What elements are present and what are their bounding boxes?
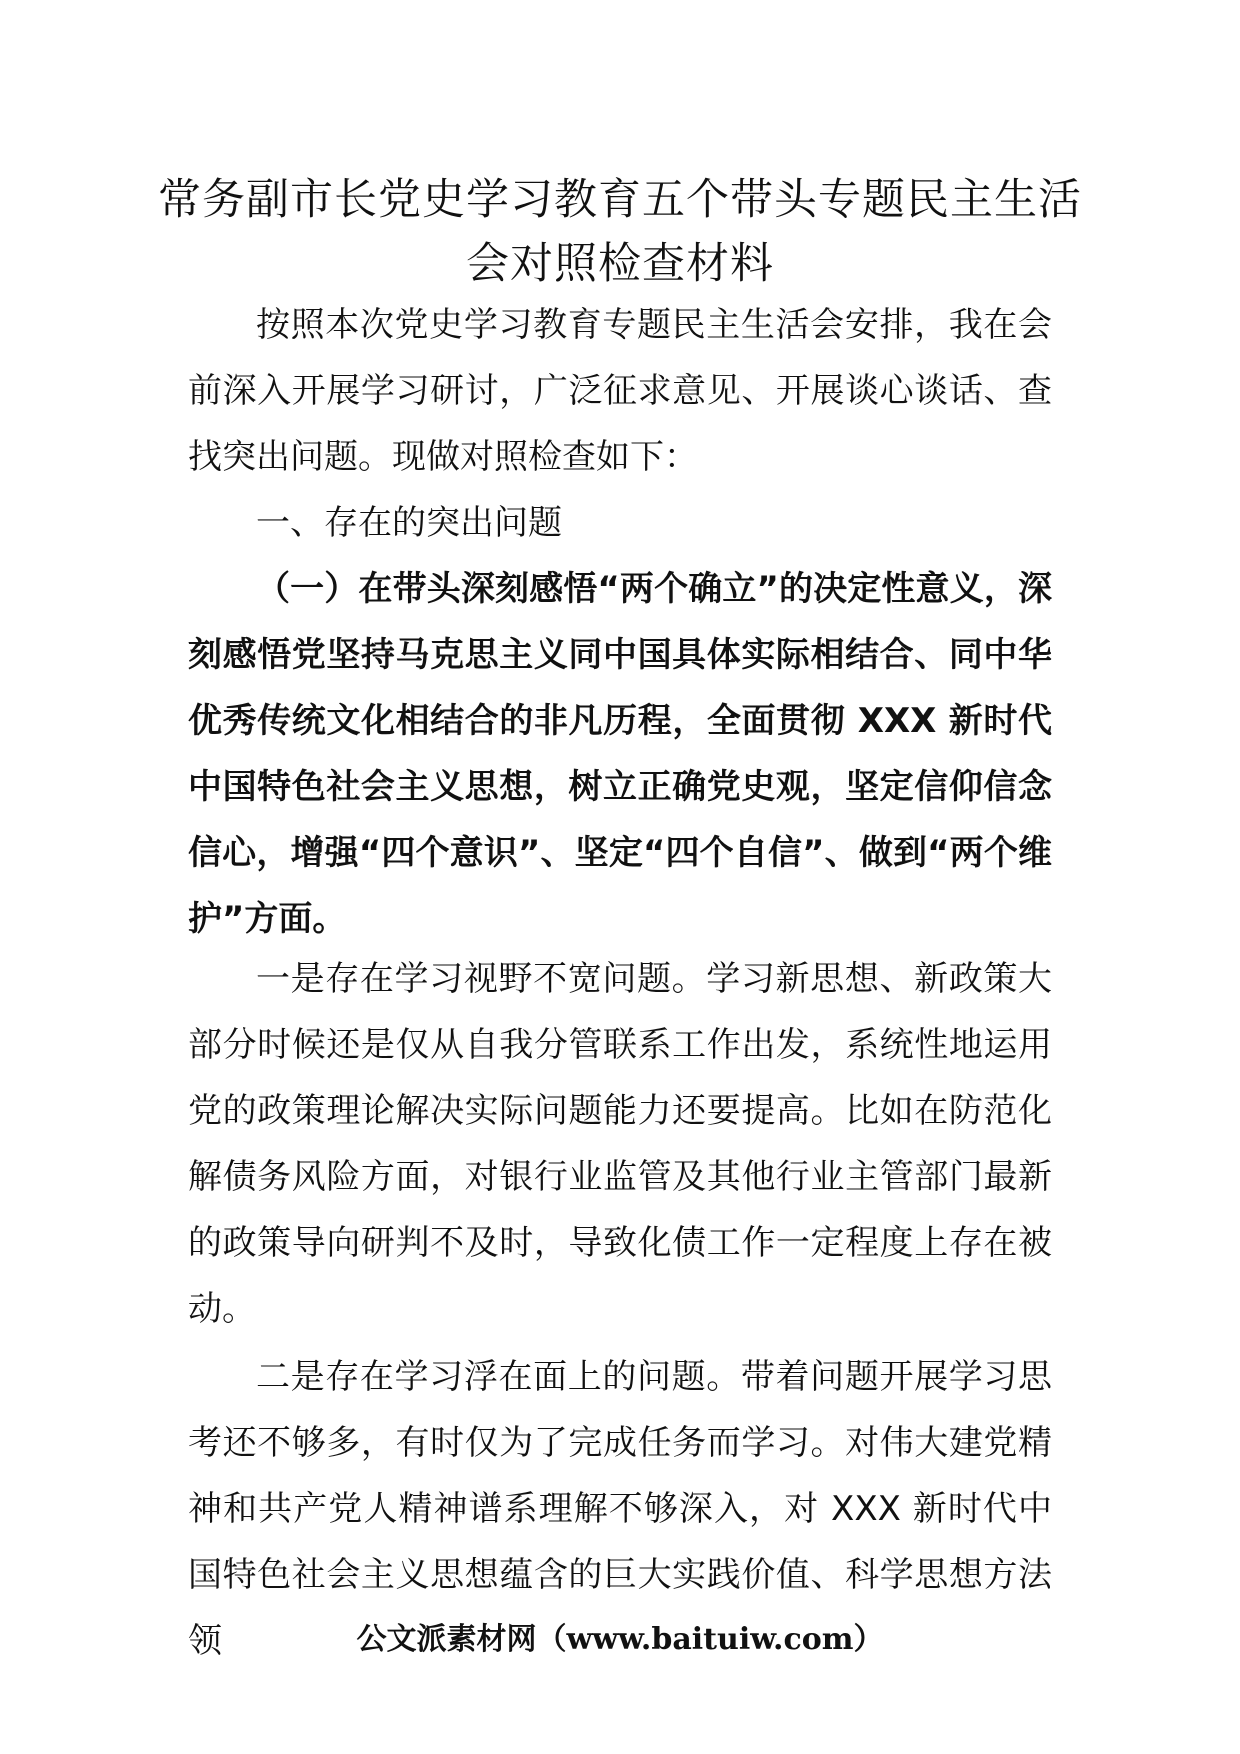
point-two-paragraph: 二是存在学习浮在面上的问题。带着问题开展学习思考还不够多，有时仅为了完成任务而学习。对伟大建党精神和共产党人精神谱系理解不够深入，对 XXX 新时代中国特色社会主义思想蕴含的巨大实践价值、科学思想方法领 <box>188 1357 1052 1661</box>
section-heading: 一、存在的突出问题 <box>256 503 562 543</box>
bold-subheading-paragraph: （一）在带头深刻感悟“两个确立”的决定性意义，深刻感悟党坚持马克思主义同中国具体实际相结合、同中华优秀传统文化相结合的非凡历程，全面贯彻 XXX 新时代中国特色社会主义思想，树立正确党史观，坚定信仰信念信心，增强“四个意识”、坚定“四个自信”、做到“两个维护”方面。 <box>188 569 1052 939</box>
intro-paragraph: 按照本次党史学习教育专题民主生活会安排，我在会前深入开展学习研讨，广泛征求意见、开展谈心谈话、查找突出问题。现做对照检查如下： <box>188 305 1052 477</box>
document-title: 常务副市长党史学习教育五个带头专题民主生活会对照检查材料 <box>158 175 1082 289</box>
footer-source: 公文派素材网（www.baituiw.com） <box>356 1622 884 1657</box>
point-one-paragraph: 一是存在学习视野不宽问题。学习新思想、新政策大部分时候还是仅从自我分管联系工作出发，系统性地运用党的政策理论解决实际问题能力还要提高。比如在防范化解债务风险方面，对银行业监管及其他行业主管部门最新的政策导向研判不及时，导致化债工作一定程度上存在被动。 <box>188 959 1052 1329</box>
